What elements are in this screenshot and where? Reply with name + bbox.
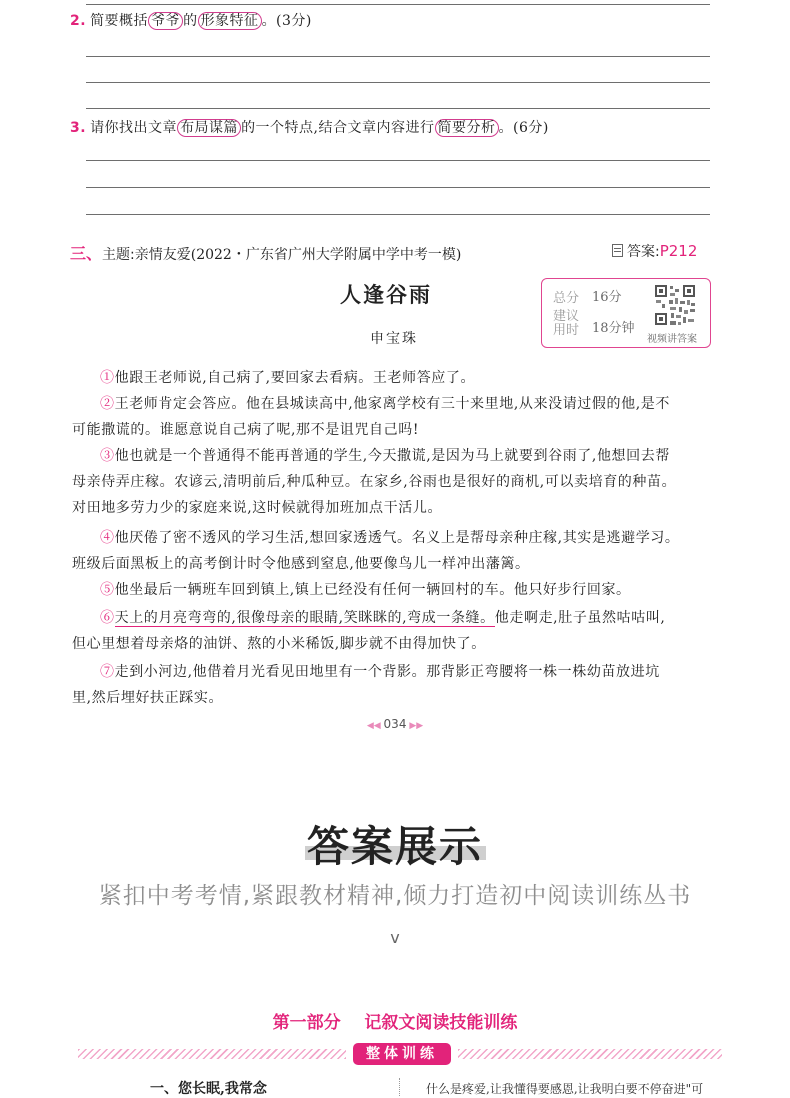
answer-line bbox=[86, 108, 710, 109]
answer-line bbox=[86, 187, 710, 188]
paragraph-text: 走到小河边,他借着月光看见田地里有一个背影。那背影正弯腰将一株一株幼苗放进坑 bbox=[114, 664, 660, 680]
answer-excerpt: 什么是疼爱,让我懂得要感恩,让我明白要不停奋进"可 bbox=[426, 1082, 704, 1096]
paragraph-text: 他走啊走,肚子虽然咕咕叫, bbox=[494, 610, 666, 626]
section-source: (2022・广东省广州大学附属中学中考一模) bbox=[190, 247, 462, 263]
question-text: 请你找出文章 bbox=[90, 120, 178, 136]
paragraph-text: 他厌倦了密不透风的学习生活,想回家透透气。名义上是帮母亲种庄稼,其实是逃避学习。 bbox=[114, 530, 680, 546]
answer-reference bbox=[612, 241, 697, 261]
answer-section-title: 一、您长眠,我常念 bbox=[150, 1081, 267, 1097]
section-pill: 整体训练 bbox=[353, 1043, 451, 1065]
total-value: 16分 bbox=[592, 290, 622, 305]
paragraph-text: 他也就是一个普通得不能再普通的学生,今天撒谎,是因为马上就要到谷雨了,他想回去帮 bbox=[114, 448, 670, 464]
question-score: 。(6分) bbox=[498, 120, 549, 136]
qr-code-icon[interactable] bbox=[653, 283, 697, 327]
paragraph-7 bbox=[72, 659, 660, 711]
stripe-divider-right bbox=[458, 1049, 722, 1059]
paragraph-number: ⑥ bbox=[100, 610, 115, 626]
time-label bbox=[553, 310, 579, 338]
paragraph-1 bbox=[72, 365, 475, 391]
paragraph-number: ⑦ bbox=[100, 664, 115, 680]
score-box bbox=[541, 278, 711, 348]
paragraph-6 bbox=[72, 605, 665, 657]
circled-keyword: 形象特征 bbox=[198, 12, 262, 30]
paragraph-4 bbox=[72, 525, 680, 577]
paragraph-text: 班级后面黑板上的高考倒计时令他感到窒息,他要像鸟儿一样冲出藩篱。 bbox=[72, 556, 530, 572]
arrow-right-icon: ▶▶ bbox=[406, 721, 424, 731]
paragraph-number: ③ bbox=[100, 448, 115, 464]
question-2 bbox=[70, 10, 312, 30]
paragraph-5 bbox=[72, 577, 631, 603]
section-mark: 三、 bbox=[70, 244, 103, 263]
paragraph-text: 母亲侍弄庄稼。农谚云,清明前后,种瓜种豆。在家乡,谷雨也是很好的商机,可以卖培育的种苗。 bbox=[72, 474, 677, 490]
column-divider bbox=[399, 1078, 400, 1096]
article-title: 人逢谷雨 bbox=[340, 282, 432, 307]
paragraph-text: 他坐最后一辆班车回到镇上,镇上已经没有任何一辆回村的车。他只好步行回家。 bbox=[114, 582, 631, 598]
question-number: 3. bbox=[70, 120, 87, 136]
section-header bbox=[70, 241, 461, 264]
showcase-slogan: 紧扣中考考情,紧跟教材精神,倾力打造初中阅读训练丛书 bbox=[98, 883, 692, 909]
paragraph-text: 里,然后埋好扶正踩实。 bbox=[72, 690, 224, 706]
question-score: 。(3分) bbox=[261, 13, 312, 29]
article-author: 申宝珠 bbox=[370, 331, 418, 347]
paragraph-number: ① bbox=[100, 370, 115, 386]
stripe-divider-left bbox=[78, 1049, 346, 1059]
time-label-line: 用时 bbox=[553, 323, 580, 338]
answer-line bbox=[86, 82, 710, 83]
page-number bbox=[0, 717, 790, 731]
paragraph-number: ⑤ bbox=[100, 582, 115, 598]
paragraph-3 bbox=[72, 443, 676, 521]
paragraph-text: 可能撒谎的。谁愿意说自己病了呢,那不是诅咒自己吗! bbox=[72, 422, 420, 438]
answer-page: P212 bbox=[659, 242, 698, 260]
question-3 bbox=[70, 117, 549, 137]
answer-line bbox=[86, 4, 710, 5]
circled-keyword: 爷爷 bbox=[148, 12, 183, 30]
paragraph-text: 但心里想着母亲烙的油饼、熬的小米稀饭,脚步就不由得加快了。 bbox=[72, 636, 486, 652]
answer-line bbox=[86, 56, 710, 57]
paragraph-number: ④ bbox=[100, 530, 115, 546]
page-number-text: 034 bbox=[383, 717, 407, 731]
paragraph-text: 王老师肯定会答应。他在县城读高中,他家离学校有三十来里地,从来没请过假的他,是不 bbox=[114, 396, 670, 412]
circled-keyword: 简要分析 bbox=[435, 119, 499, 137]
paragraph-2 bbox=[72, 391, 670, 443]
paragraph-text: 他跟王老师说,自己病了,要回家去看病。王老师答应了。 bbox=[114, 370, 476, 386]
chevron-down-icon[interactable]: v bbox=[390, 928, 400, 947]
part-title: 第一部分 记叙文阅读技能训练 bbox=[272, 1013, 518, 1033]
question-text: 简要概括 bbox=[90, 13, 149, 29]
question-number: 2. bbox=[70, 13, 87, 29]
answer-label: 答案: bbox=[627, 244, 660, 260]
showcase-heading: 答案展示 bbox=[306, 822, 483, 871]
paragraph-number: ② bbox=[100, 396, 115, 412]
section-topic: 主题:亲情友爱 bbox=[102, 247, 191, 263]
qr-caption: 视频讲答案 bbox=[647, 334, 697, 345]
document-icon bbox=[612, 244, 623, 257]
answer-line bbox=[86, 160, 710, 161]
answer-line bbox=[86, 214, 710, 215]
total-label: 总分 bbox=[553, 291, 580, 306]
underlined-sentence: 天上的月亮弯弯的,很像母亲的眼睛,笑眯眯的,弯成一条缝。 bbox=[114, 610, 495, 626]
question-text: 的一个特点,结合文章内容进行 bbox=[241, 120, 435, 136]
question-text: 的 bbox=[183, 13, 198, 29]
time-label-line: 建议 bbox=[553, 309, 580, 324]
circled-keyword: 布局谋篇 bbox=[177, 119, 241, 137]
arrow-left-icon: ◀◀ bbox=[366, 721, 384, 731]
time-value: 18分钟 bbox=[592, 321, 635, 336]
paragraph-text: 对田地多劳力少的家庭来说,这时候就得加班加点干活儿。 bbox=[72, 500, 443, 516]
